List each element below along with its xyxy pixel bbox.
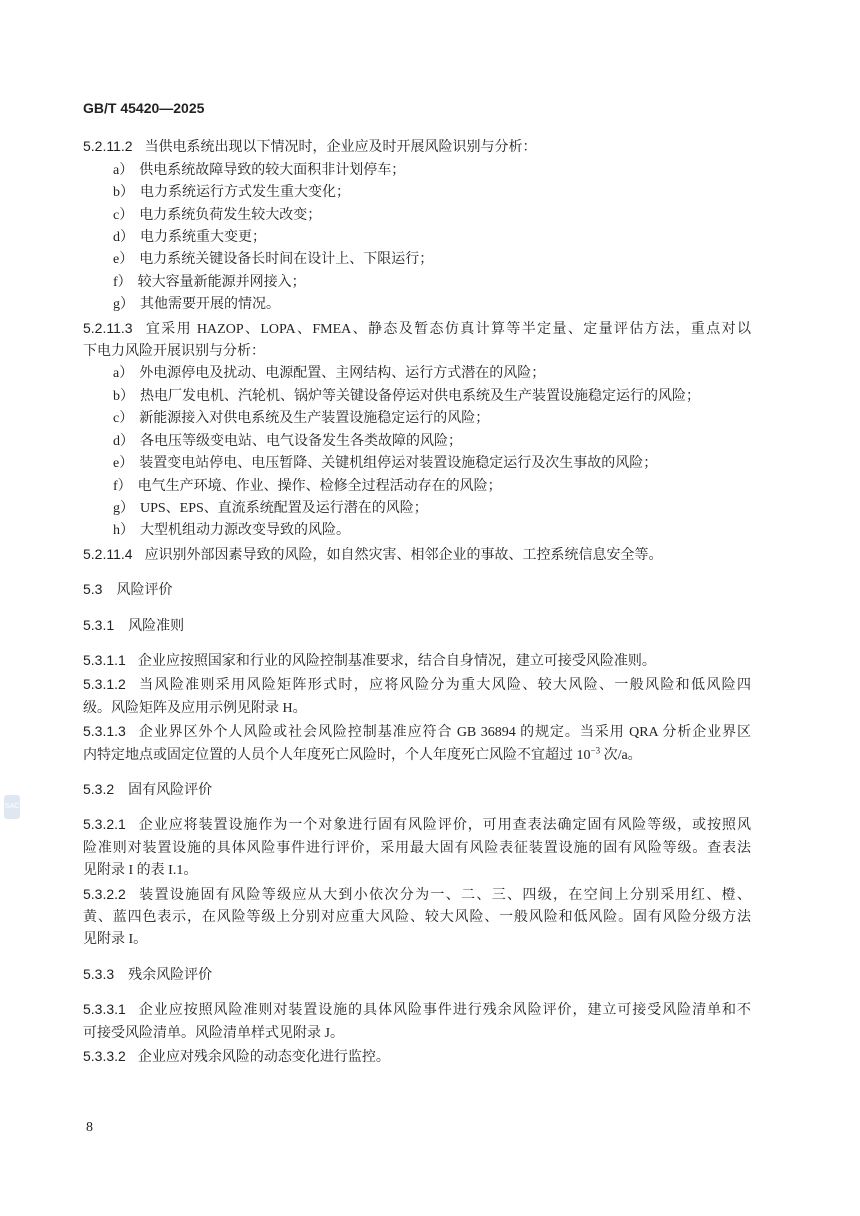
list-item xyxy=(83,160,751,182)
list-item-text: 大型机组动力源改变导致的风险。 xyxy=(140,523,350,539)
clause-line xyxy=(83,907,751,929)
section-title: 固有风险评价 xyxy=(128,780,213,797)
clause-line xyxy=(83,317,751,341)
list-item-text: 供电系统故障导致的较大面积非计划停车； xyxy=(139,162,406,178)
clause-line xyxy=(83,838,751,860)
clause-text: 险准则对装置设施的具体风险事件进行评价，采用最大固有风险表征装置设施的固有风险等级。查表法 xyxy=(83,840,751,856)
clause-line xyxy=(83,1045,751,1069)
clause-line xyxy=(83,883,751,907)
clause-line xyxy=(83,135,751,159)
clause-5-3-3-2 xyxy=(83,1045,751,1069)
section-number: 5.3.3 xyxy=(83,965,115,982)
clause-number: 5.2.11.2 xyxy=(83,138,133,155)
list-item xyxy=(83,363,751,385)
list-item-text: 电力系统负荷发生较大改变； xyxy=(139,207,322,223)
clause-text: 企业应按照风险准则对装置设施的具体风险事件进行残余风险评价，建立可接受风险清单和不 xyxy=(137,1003,751,1019)
superscript-exponent: −3 xyxy=(590,744,601,755)
list-item xyxy=(83,182,751,204)
list-item-label: h） xyxy=(113,523,134,539)
clause-line xyxy=(83,813,751,837)
clause-text: 次/a。 xyxy=(600,747,642,763)
list-item-text: 其他需要开展的情况。 xyxy=(140,297,280,313)
section-number: 5.3 xyxy=(83,581,103,598)
section-heading xyxy=(83,778,751,802)
clause-text: 企业应将装置设施作为一个对象进行固有风险评价，可用查表法确定固有风险等级，或按照风 xyxy=(137,818,751,834)
clause-text: 宜采用 HAZOP、LOPA、FMEA、静态及暂态仿真计算等半定量、定量评估方法，重点对以 xyxy=(144,321,751,337)
page-number: 8 xyxy=(86,1120,93,1135)
clause-5-3-2-1 xyxy=(83,813,751,882)
clause-line xyxy=(83,673,751,697)
clause-5-3-1-3 xyxy=(83,720,751,767)
clause-number: 5.3.2.2 xyxy=(83,885,126,902)
clause-text: 当风险准则采用风险矩阵形式时，应将风险分为重大风险、较大风险、一般风险和低风险四 xyxy=(137,678,751,694)
clause-5-3-2-2 xyxy=(83,883,751,952)
list-item-label: g） xyxy=(113,297,134,313)
list-item-label: d） xyxy=(113,433,134,449)
clause-5-3-3-1 xyxy=(83,998,751,1045)
clause-line xyxy=(83,745,751,767)
clause-line xyxy=(83,1023,751,1045)
list-item xyxy=(83,498,751,520)
clause-5-2-11-3 xyxy=(83,317,751,543)
list-item-label: g） xyxy=(113,500,134,516)
list-item xyxy=(83,476,751,498)
clause-number: 5.2.11.3 xyxy=(83,319,133,336)
clause-line xyxy=(83,860,751,882)
list-item-label: a） xyxy=(113,366,134,382)
list-item-text: 外电源停电及扰动、电源配置、主网结构、运行方式潜在的风险； xyxy=(139,366,546,382)
clause-number: 5.3.1.3 xyxy=(83,723,126,740)
clause-line xyxy=(83,543,751,567)
clause-text: 企业界区外个人风险或社会风险控制基准应符合 GB 36894 的规定。当采用 QRA 分析企业界区 xyxy=(137,725,751,741)
section-heading xyxy=(83,614,751,638)
clause-text: 下电力风险开展识别与分析： xyxy=(83,344,265,360)
section-title: 风险评价 xyxy=(116,581,173,598)
section-title: 风险准则 xyxy=(128,616,185,633)
clause-5-2-11-4 xyxy=(83,543,751,567)
clause-text: 级。风险矩阵及应用示例见附录 H。 xyxy=(83,700,307,716)
list-item xyxy=(83,205,751,227)
clause-line xyxy=(83,341,751,363)
clause-text: 见附录 I 的表 I.1。 xyxy=(83,863,198,879)
section-number: 5.3.2 xyxy=(83,780,115,797)
clause-number: 5.3.2.1 xyxy=(83,816,126,833)
clause-text: 内特定地点或固定位置的人员个人年度死亡风险时，个人年度死亡风险不宜超过 10 xyxy=(83,747,591,763)
clause-number: 5.3.1.1 xyxy=(83,651,126,668)
section-title: 残余风险评价 xyxy=(128,965,213,982)
list-item-text: 装置变电站停电、电压暂降、关键机组停运对装置设施稳定运行及次生事故的风险； xyxy=(139,456,658,472)
section-heading xyxy=(83,963,751,987)
list-item-text: 电气生产环境、作业、操作、检修全过程活动存在的风险； xyxy=(137,478,502,494)
list-item xyxy=(83,386,751,408)
list-item xyxy=(83,520,751,542)
clause-line xyxy=(83,929,751,951)
list-item-text: 热电厂发电机、汽轮机、锅炉等关键设备停运对供电系统及生产装置设施稳定运行的风险； xyxy=(140,388,700,404)
list-item-text: 各电压等级变电站、电气设备发生各类故障的风险； xyxy=(140,433,462,449)
clause-text: 企业应对残余风险的动态变化进行监控。 xyxy=(137,1050,390,1066)
list-item-text: 较大容量新能源并网接入； xyxy=(137,274,306,290)
clause-text: 装置设施固有风险等级应从大到小依次分为一、二、三、四级，在空间上分别采用红、橙、 xyxy=(137,887,751,903)
list-item-label: c） xyxy=(113,411,134,427)
list-item-label: c） xyxy=(113,207,134,223)
list-item-label: d） xyxy=(113,230,134,246)
clause-line xyxy=(83,998,751,1022)
clause-5-2-11-2 xyxy=(83,135,751,316)
list-item-label: b） xyxy=(113,185,134,201)
clause-line xyxy=(83,698,751,720)
list-item-text: 电力系统关键设备长时间在设计上、下限运行； xyxy=(139,252,434,268)
clause-line xyxy=(83,649,751,673)
sac-watermark-logo: SAC xyxy=(4,795,20,819)
clause-number: 5.2.11.4 xyxy=(83,545,133,562)
list-item-label: e） xyxy=(113,252,134,268)
list-item xyxy=(83,249,751,271)
list-item-text: UPS、EPS、直流系统配置及运行潜在的风险； xyxy=(140,500,428,516)
list-item xyxy=(83,227,751,249)
list-item-text: 新能源接入对供电系统及生产装置设施稳定运行的风险； xyxy=(139,411,490,427)
section-heading xyxy=(83,578,751,602)
list-item-label: f） xyxy=(113,478,132,494)
clause-line xyxy=(83,720,751,744)
clause-number: 5.3.3.2 xyxy=(83,1048,126,1065)
clause-5-3-1-2 xyxy=(83,673,751,720)
clause-5-3-1-1 xyxy=(83,649,751,673)
clause-number: 5.3.1.2 xyxy=(83,676,126,693)
list-item-text: 电力系统重大变更； xyxy=(140,230,266,246)
list-item xyxy=(83,431,751,453)
list-item xyxy=(83,408,751,430)
list-item-label: f） xyxy=(113,274,132,290)
clause-text: 当供电系统出现以下情况时，企业应及时开展风险识别与分析： xyxy=(144,140,537,156)
section-number: 5.3.1 xyxy=(83,616,115,633)
document-body xyxy=(83,135,751,1069)
list-item-label: e） xyxy=(113,456,134,472)
clause-text: 可接受风险清单。风险清单样式见附录 J。 xyxy=(83,1025,344,1041)
list-item-label: b） xyxy=(113,388,134,404)
standard-number-header: GB/T 45420—2025 xyxy=(83,100,205,116)
list-item-label: a） xyxy=(113,162,134,178)
clause-text: 见附录 I。 xyxy=(83,932,148,948)
clause-text: 企业应按照国家和行业的风险控制基准要求，结合自身情况，建立可接受风险准则。 xyxy=(137,653,656,669)
list-item xyxy=(83,294,751,316)
list-item xyxy=(83,272,751,294)
clause-number: 5.3.3.1 xyxy=(83,1001,126,1018)
clause-text: 黄、蓝四色表示，在风险等级上分别对应重大风险、较大风险、一般风险和低风险。固有风险分级方法 xyxy=(83,910,751,925)
list-item-text: 电力系统运行方式发生重大变化； xyxy=(140,185,350,201)
list-item xyxy=(83,453,751,475)
document-page xyxy=(83,97,751,1069)
clause-text: 应识别外部因素导致的风险，如自然灾害、相邻企业的事故、工控系统信息安全等。 xyxy=(144,547,663,563)
